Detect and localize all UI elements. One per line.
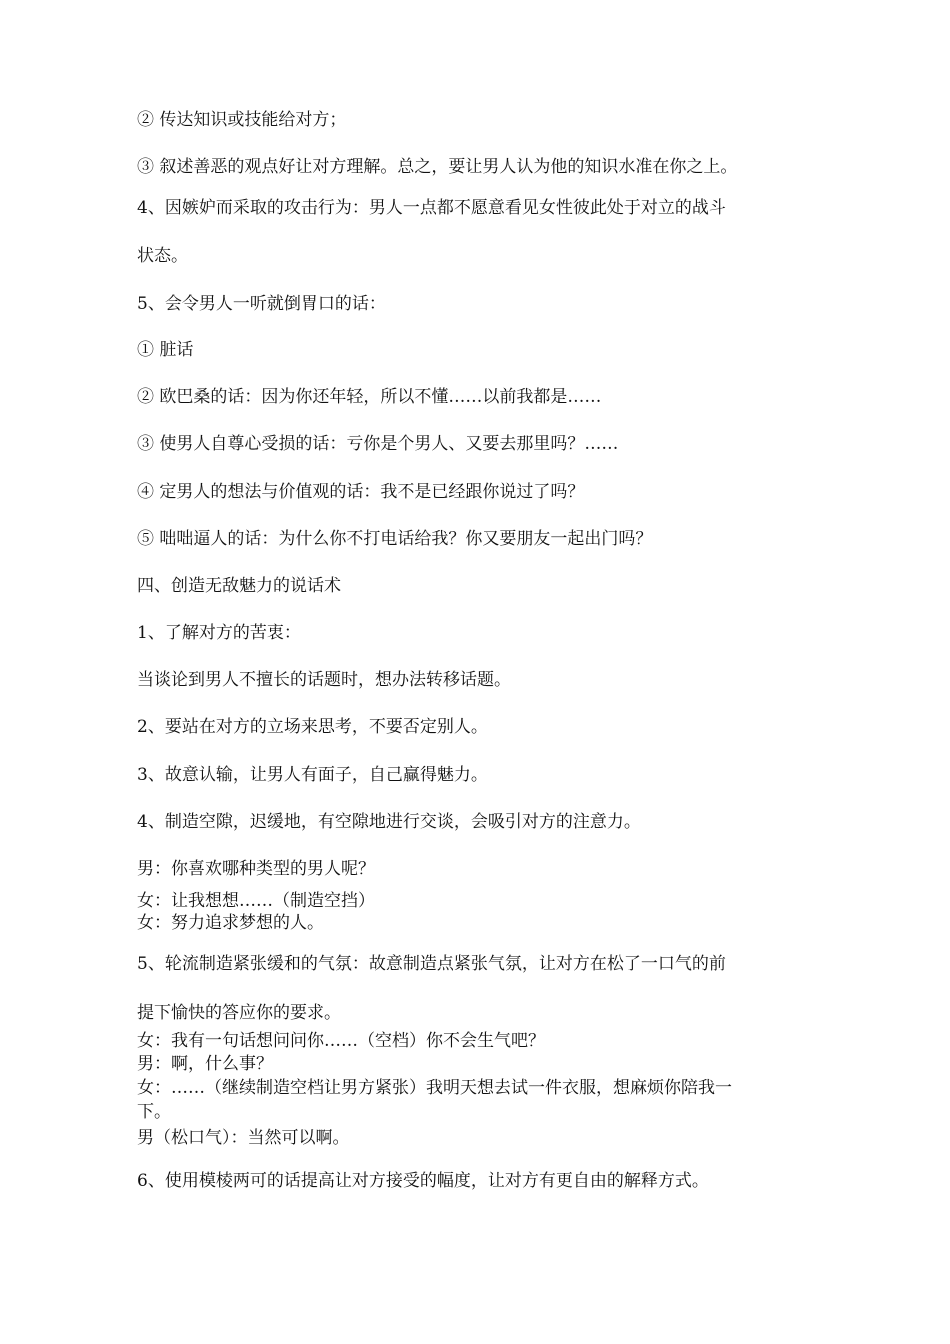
- dialogue-line: 男：啊，什么事？: [137, 1054, 273, 1074]
- text-line: ④ 定男人的想法与价值观的话：我不是已经跟你说过了吗？: [137, 482, 585, 502]
- text-line: 1、了解对方的苦衷：: [137, 623, 301, 643]
- text-line: ② 传达知识或技能给对方；: [137, 110, 347, 130]
- dialogue-line: 男：你喜欢哪种类型的男人呢？: [137, 859, 375, 879]
- text-line: 4、因嫉妒而采取的攻击行为：男人一点都不愿意看见女性彼此处于对立的战斗: [137, 198, 726, 218]
- text-line: 5、轮流制造紧张缓和的气氛：故意制造点紧张气氛，让对方在松了一口气的前: [137, 954, 726, 974]
- text-line: 2、要站在对方的立场来思考，不要否定别人。: [137, 717, 488, 737]
- text-line: ⑤ 咄咄逼人的话：为什么你不打电话给我？你又要朋友一起出门吗？: [137, 529, 653, 549]
- text-line: 提下愉快的答应你的要求。: [137, 1003, 341, 1023]
- dialogue-line: 女：努力追求梦想的人。: [137, 913, 324, 933]
- text-line: 6、使用模棱两可的话提高让对方接受的幅度，让对方有更自由的解释方式。: [137, 1171, 709, 1191]
- section-heading: 四、创造无敌魅力的说话术: [137, 576, 341, 596]
- text-line: ① 脏话: [137, 340, 194, 360]
- text-line: 3、故意认输，让男人有面子，自己赢得魅力。: [137, 765, 488, 785]
- text-line: ③ 叙述善恶的观点好让对方理解。总之，要让男人认为他的知识水准在你之上。: [137, 157, 738, 177]
- text-line: 4、制造空隙，迟缓地，有空隙地进行交谈，会吸引对方的注意力。: [137, 812, 641, 832]
- dialogue-line: 下。: [137, 1102, 171, 1122]
- text-line: ③ 使男人自尊心受损的话：亏你是个男人、又要去那里吗？……: [137, 434, 619, 454]
- text-line: 5、会令男人一听就倒胃口的话：: [137, 294, 386, 314]
- dialogue-line: 男（松口气）：当然可以啊。: [137, 1128, 350, 1148]
- dialogue-line: 女：我有一句话想问问你……（空档）你不会生气吧？: [137, 1031, 545, 1051]
- text-line: 状态。: [137, 246, 188, 266]
- text-line: ② 欧巴桑的话：因为你还年轻，所以不懂……以前我都是……: [137, 387, 602, 407]
- dialogue-line: 女：……（继续制造空档让男方紧张）我明天想去试一件衣服，想麻烦你陪我一: [137, 1078, 732, 1098]
- dialogue-line: 女：让我想想……（制造空挡）: [137, 891, 375, 911]
- text-line: 当谈论到男人不擅长的话题时，想办法转移话题。: [137, 670, 511, 690]
